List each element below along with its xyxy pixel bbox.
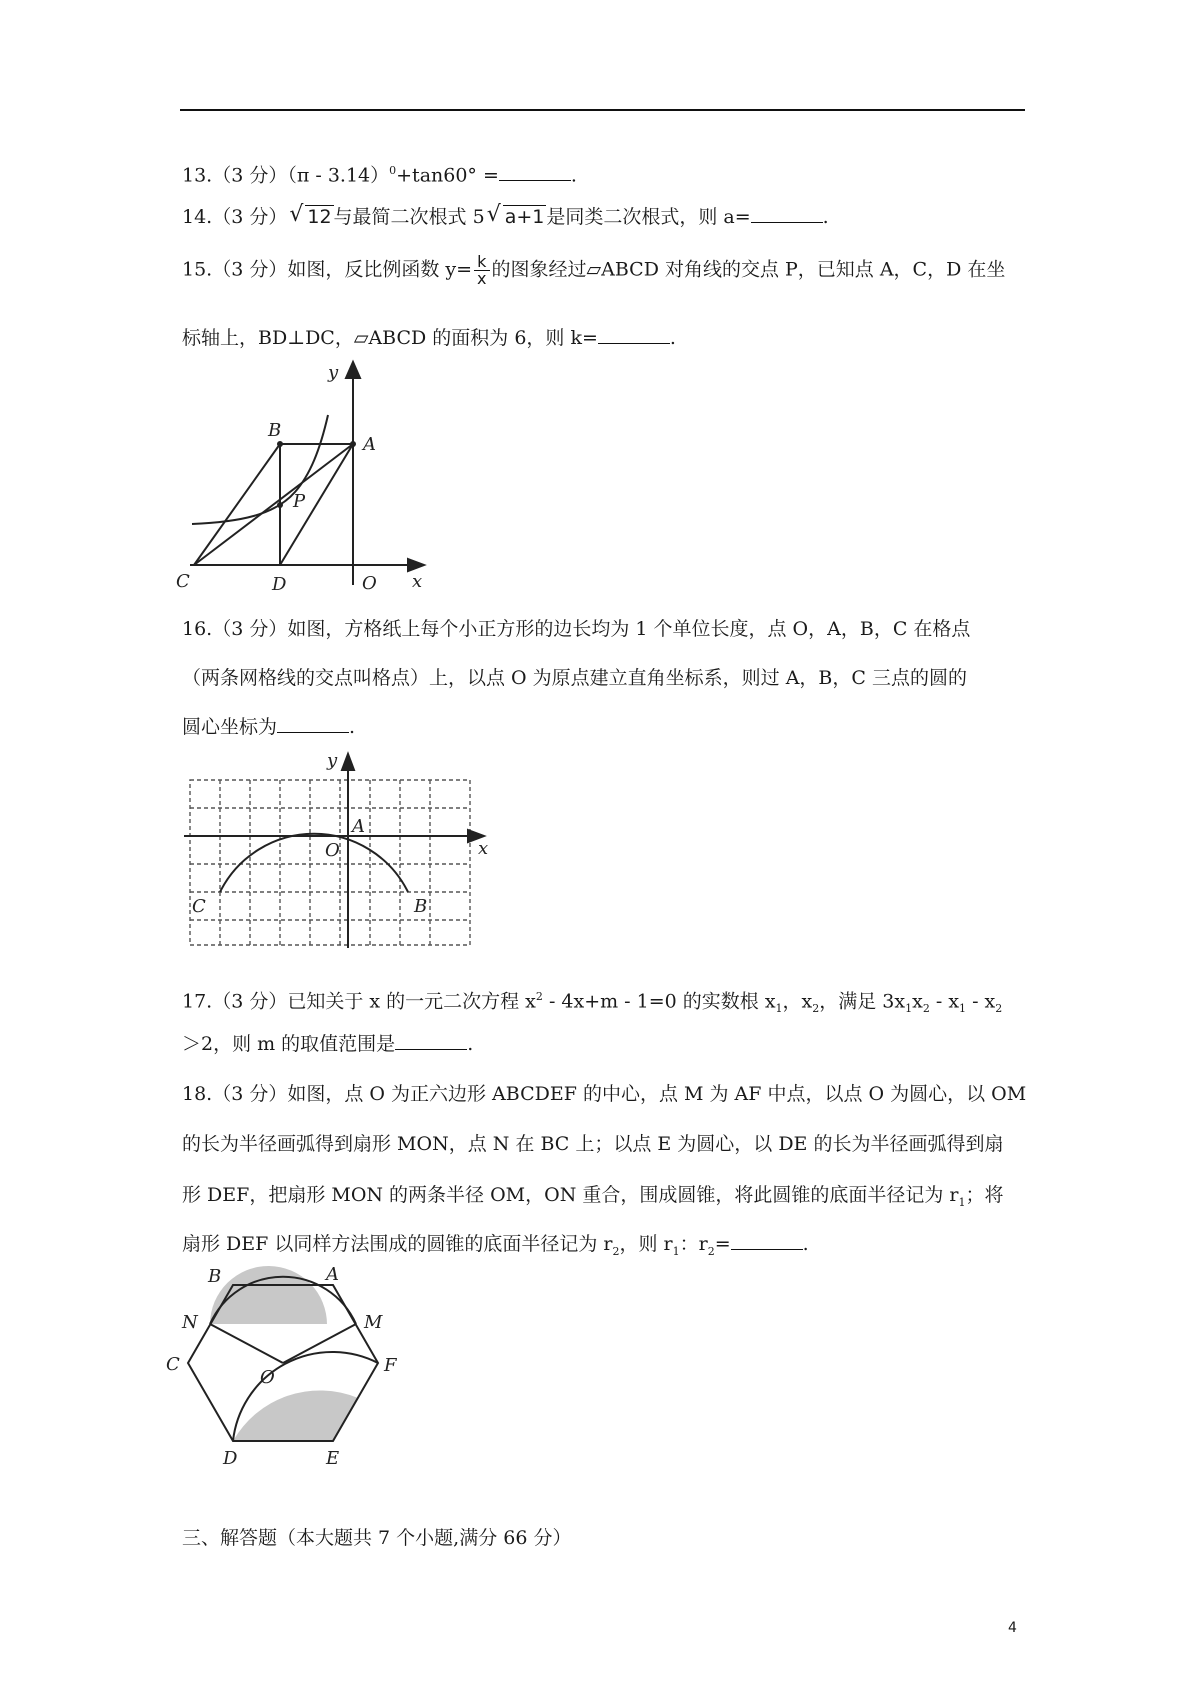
label-O: O [325,840,340,861]
label-C: C [192,896,206,917]
label-P: P [293,491,306,512]
label-C: C [176,571,190,592]
label-E: E [326,1448,340,1469]
question-16-line-1: 16.（3 分）如图，方格纸上每个小正方形的边长均为 1 个单位长度，点 O，A，B，C 在格点 [182,618,971,640]
figure-18-hexagon [166,1264,398,1470]
question-13: 13.（3 分）（π - 3.14）$^0$+tan60° = . [182,164,577,187]
question-14: 14.（3 分） √ 12 与最简二次根式 5 √ a+1 是同类二次根式，则 a= . [182,203,829,231]
answer-blank[interactable] [731,1231,803,1250]
label-y: y [327,750,338,771]
label-x: x [412,571,423,592]
answer-blank[interactable] [598,325,670,344]
label-O: O [260,1367,275,1388]
question-16-line-3: 圆心坐标为 . [182,716,356,738]
label-D: D [272,574,287,595]
label-x: x [478,838,489,859]
question-17-line-1: 17.（3 分）已知关于 x 的一元二次方程 $x^2 - 4x+m - 1=0$ 的实数根 $x_1$，$x_2$，满足 $3x_1x_2 - x_1 - x_2$ [182,990,1003,1016]
label-M: M [364,1312,383,1333]
label-B: B [414,896,428,917]
label-N: N [182,1312,198,1333]
question-18-line-4: 扇形 DEF 以同样方法围成的圆锥的底面半径记为 $r_2$，则 $r_1$：$r_2=$ . [182,1233,809,1258]
question-17-line-2: ＞2，则 m 的取值范围是 . [182,1033,474,1055]
question-16-line-2: （两条网格线的交点叫格点）上，以点 O 为原点建立直角坐标系，则过 A，B，C 三点的圆的 [182,667,967,689]
figure-16-grid [180,750,490,950]
answer-blank[interactable] [751,204,823,223]
label-A: A [363,434,376,455]
question-15-line-1: 15.（3 分）如图，反比例函数 y= $\frac{k}{x}$ 的图象经过▱ABCD 对角线的交点 P，已知点 A，C，D 在坐 [182,252,1006,288]
label-C: C [166,1354,180,1375]
question-18-line-3: 形 DEF，把扇形 MON 的两条半径 OM，ON 重合，围成圆锥，将此圆锥的底面半径记为 $r_1$；将 [182,1184,1004,1209]
question-18-line-1: 18.（3 分）如图，点 O 为正六边形 ABCDEF 的中心，点 M 为 AF 中点，以点 O 为圆心，以 OM [182,1083,1027,1105]
sqrt-12: √ 12 [289,202,332,228]
question-15-line-2: 标轴上，BD⊥DC，▱ABCD 的面积为 6，则 k= . [182,327,676,349]
label-D: D [223,1448,238,1469]
label-B: B [208,1266,222,1287]
label-B: B [268,420,282,441]
page-number: 4 [1008,1620,1017,1636]
answer-blank[interactable] [277,714,349,733]
header-rule [180,109,1025,111]
section-3-heading: 三、解答题（本大题共 7 个小题,满分 66 分） [182,1527,572,1549]
label-O: O [362,573,377,594]
figure-15-parallelogram [176,360,440,595]
question-18-line-2: 的长为半径画弧得到扇形 MON，点 N 在 BC 上；以点 E 为圆心，以 DE 的长为半径画弧得到扇 [182,1133,1004,1155]
label-A: A [326,1264,339,1285]
label-y: y [328,362,339,383]
label-F: F [384,1355,397,1376]
fraction-k-over-x: $\frac{k}{x}$ [474,254,489,287]
sqrt-a-plus-1: √ a+1 [486,202,545,228]
answer-blank[interactable] [499,162,571,181]
label-A: A [352,816,365,837]
answer-blank[interactable] [395,1031,467,1050]
